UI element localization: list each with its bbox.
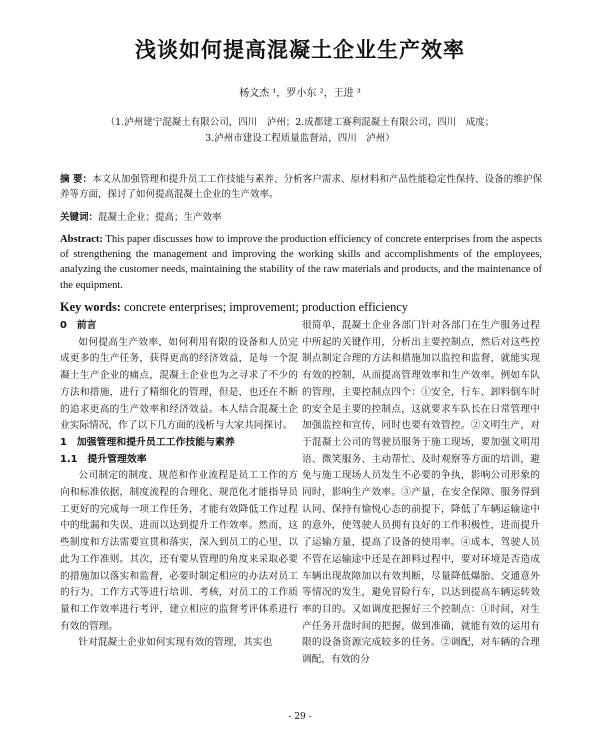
paragraph: 如何提高生产效率，如何利用有限的设备和人员完成更多的生产任务，获得更高的经济效益，是每一个混凝土生产企业的痛点，混凝土企业也为之寻求了不少的方法和措施，进行了精细化的管理，但是，也还在不断的追求更高的生产效率和经济效益。本人结合混凝土企业实际情况，作了以下几方面的浅析与大家共同探讨。 [60, 336, 298, 432]
keywords-cn [60, 210, 542, 225]
keywords-en [60, 300, 542, 315]
abstract-cn [60, 172, 542, 202]
keywords-cn-text: 混凝土企业；提高；生产效率 [98, 212, 222, 223]
keywords-en-text: concrete enterprises; improvement; production efficiency [120, 300, 408, 314]
right-column [302, 318, 540, 669]
page-number: - 29 - [288, 712, 312, 722]
subsection-heading: 1.1 提升管理效率 [60, 453, 147, 465]
paragraph: 很简单，混凝土企业各部门针对各部门在生产服务过程中所起的关键作用，分析出主要控制点，然后对这些控制点制定合理的方法和措施加以监控和监督，就能实现有效的控制，从而提高管理效率和生产效率。例如车队的管理，主要控制点四个：①安全，行车、卸料倒车时的安全是主要的控制点，这就要求车队长在日常管理中加强监控和宣传，同时也要有效管控。②文明生产，对于混凝土公司的驾驶员服务于施工现场，要加强文明用语、微笑服务、主动帮忙、及时观察等方面的培训，避免与施工现场人员发生不必要的争执，影响公司形象的同时，影响生产效率。③产量，在安全保障、服务得到认同、保持有愉悦心态的前提下，降低了车辆运输途中的意外，使驾驶人员拥有良好的工作积极性，进而提升了运输方量，提高了设备的使用率。④成本，驾驶人员不管在运输途中还是在卸料过程中，要对环境是否造成车辆出现故障加以有效判断，尽量降低爆胎、交通意外等情况的发生，避免冒险行车，以达到提高车辆运转效率的目的。又如调度把握好三个控制点：①时间，对生产任务开盘时间的把握，做到准确，就能有效的运用有限的设备资源完成较多的任务。②调配，对车辆的合理调配，有效的分 [302, 320, 540, 666]
paper-title: 浅谈如何提高混凝土企业生产效率 [135, 38, 465, 62]
keywords-en-label: Key words: [60, 300, 121, 314]
authors: 杨文杰 ¹，罗小东 ²，王进 ³ [239, 88, 361, 99]
left-column [60, 318, 298, 652]
abstract-en [60, 232, 542, 293]
abstract-en-label: Abstract: [60, 234, 103, 245]
abstract-en-text: This paper discusses how to improve the production efficiency of concrete enterprises from the aspects of strengthening the management and improving the working skills and accomplishments of the employees, analyzing the customer needs, maintaining the stability of the raw materials and products, and the maintenance of the equipment. [60, 234, 542, 291]
paragraph: 公司制定的制度、规范和作业流程是员工工作的方向和标准依据，制度流程的合理化、规范化才能指导员工更好的完成每一项工作任务，才能有效降低工作过程中的纰漏和失误，进而以达到提升工作效率。然而，这些制度和方法需要宣贯和落实，深入到员工的心里，以此为工作准则。其次，还有要从管理的角度来采取必要的措施加以落实和监督，必要时制定相应的办法对员工的行为、工作方式等进行培训、考核，对员工的工作质量和工作效率进行考评，建立相应的监督考评体系进行有效的管理。 [60, 470, 298, 632]
affiliations [70, 115, 530, 147]
abstract-cn-text: 本文从加强管理和提升员工工作技能与素养、分析客户需求、原材料和产品性能稳定性保持、设备的维护保养等方面，探讨了如何提高混凝土企业的生产效率。 [60, 174, 542, 200]
affiliation-line: （1.泸州建宁混凝土有限公司，四川 泸州；2.成都建工赛利混凝土有限公司，四川 成度； [105, 117, 495, 128]
abstract-cn-label: 摘 要： [60, 174, 93, 185]
section-heading: 1 加强管理和提升员工工作技能与素养 [60, 436, 235, 448]
keywords-cn-label: 关键词： [60, 212, 99, 223]
section-heading: 0 前言 [60, 320, 97, 331]
paragraph: 针对混凝土企业如何实现有效的管理，其实也 [78, 637, 273, 649]
affiliation-line: 3.泸州市建设工程质量监督站，四川 泸州） [205, 133, 395, 144]
